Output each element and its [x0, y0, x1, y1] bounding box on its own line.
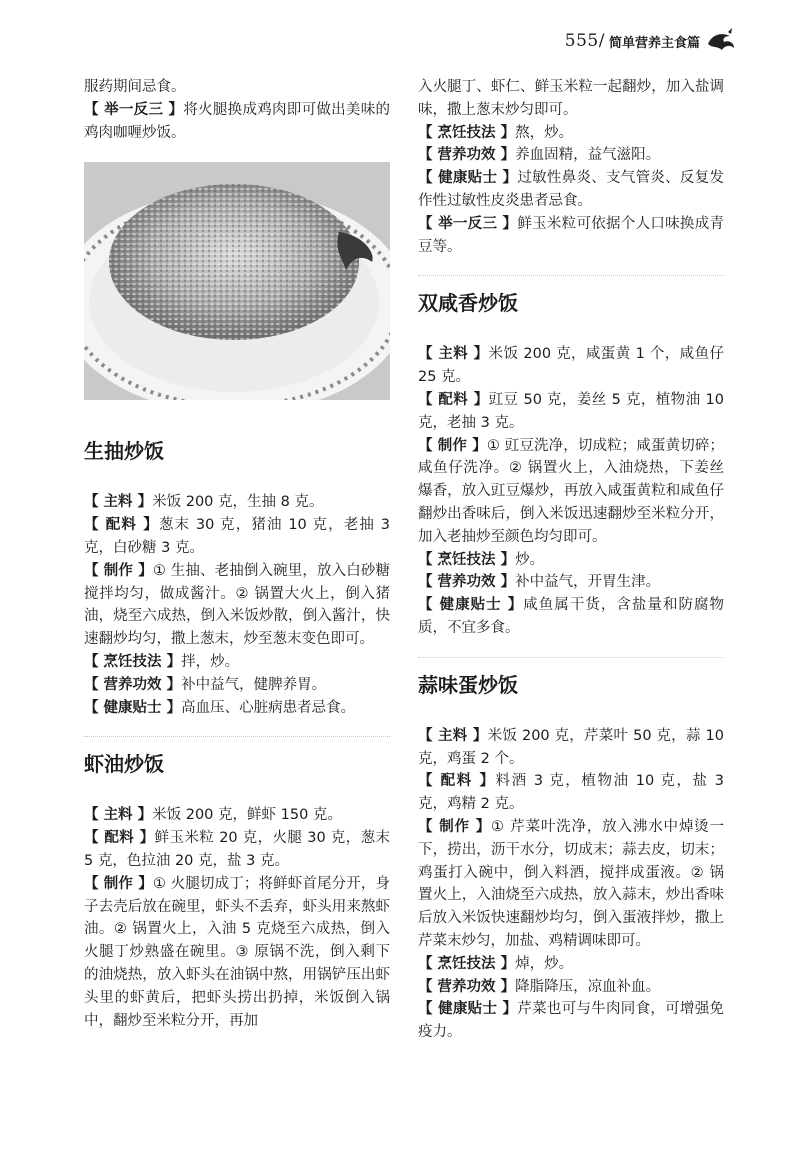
method-continued: 入火腿丁、虾仁、鲜玉米粒一起翻炒，加入盐调味，撒上葱末炒匀即可。 — [418, 79, 724, 118]
technique-text: 熬，炒。 — [515, 124, 574, 141]
nutrition-effect — [418, 144, 724, 167]
tag-extend: 【 举一反三 】 — [418, 215, 518, 232]
tag-effect: 【 营养功效 】 — [84, 676, 182, 693]
tag-tips: 【 健康贴士 】 — [418, 597, 524, 614]
method — [84, 873, 390, 1033]
tag-technique: 【 烹饪技法 】 — [418, 551, 516, 568]
right-column — [418, 76, 724, 1044]
main-text: 米饭 200 克，鲜虾 150 克。 — [152, 807, 342, 824]
ingredient-main — [84, 491, 390, 514]
ingredient-aux — [84, 514, 390, 560]
aux-text: 豇豆 50 克，姜丝 5 克，植物油 10 克，老抽 3 克。 — [418, 391, 725, 431]
effect-text: 降脂降压，凉血补血。 — [515, 978, 661, 995]
method — [84, 560, 390, 651]
tag-effect: 【 营养功效 】 — [418, 978, 516, 995]
tag-extend: 【 举一反三 】 — [84, 101, 184, 118]
tips-text: 过敏性鼻炎、支气管炎、反复发作性过敏性皮炎患者忌食。 — [418, 170, 724, 209]
dragon-icon — [704, 26, 738, 56]
ingredient-main — [418, 343, 724, 389]
technique-text: 焯，炒。 — [515, 955, 574, 972]
intro-extend — [84, 99, 390, 145]
tag-effect: 【 营养功效 】 — [418, 147, 516, 164]
technique-text: 炒。 — [515, 551, 545, 568]
main-text: 米饭 200 克，生抽 8 克。 — [152, 494, 324, 511]
tag-technique: 【 烹饪技法 】 — [418, 955, 516, 972]
recipe-title: 蒜味蛋炒饭 — [418, 657, 724, 705]
method — [418, 816, 724, 953]
main-text: 米饭 200 克，芹菜叶 50 克，蒜 10 克，鸡蛋 2 个。 — [418, 727, 724, 767]
ingredient-aux — [418, 770, 724, 816]
health-tips — [418, 998, 724, 1044]
intro-extend-text: 将火腿换成鸡肉即可做出美味的鸡肉咖喱炒饭。 — [84, 101, 390, 141]
recipe-title: 生抽炒饭 — [84, 439, 164, 464]
method — [418, 435, 724, 549]
recipe-title: 双咸香炒饭 — [418, 275, 724, 323]
tips-text: 芹菜也可与牛肉同食，可增强免疫力。 — [418, 1001, 724, 1041]
tag-technique: 【 烹饪技法 】 — [418, 124, 516, 141]
tag-make: 【 制作 】 — [418, 818, 492, 835]
technique — [84, 651, 390, 674]
main-text: 米饭 200 克，咸蛋黄 1 个，咸鱼仔 25 克。 — [418, 346, 724, 386]
ingredient-main — [418, 725, 724, 771]
tag-main: 【 主料 】 — [418, 727, 488, 744]
ingredient-aux — [84, 827, 390, 873]
extend-tip — [418, 213, 724, 259]
make-text: ① 火腿切成丁；将鲜虾首尾分开，身子去壳后放在碗里，虾头不丢弃，虾头用来熬虾油。② 锅置火上，入油 5 克烧至六成热，倒入火腿丁炒熟盛在碗里。③ 原锅不洗，倒入剩下的油烧热，放入虾头在油锅中熬，用锅铲压出虾头里的虾黄后，把虾头捞出扔掉，米饭倒入锅中，翻炒至米粒分开，再加 — [84, 875, 390, 1029]
aux-text: 料酒 3 克，植物油 10 克，盐 3 克，鸡精 2 克。 — [418, 773, 724, 813]
page-header — [565, 26, 738, 56]
technique-text: 拌，炒。 — [181, 653, 240, 670]
nutrition-effect — [418, 571, 724, 594]
ingredient-main — [84, 804, 390, 827]
aux-text: 葱末 30 克，猪油 10 克，老抽 3 克，白砂糖 3 克。 — [84, 517, 390, 556]
intro-line: 服药期间忌食。 — [84, 79, 186, 95]
make-text: ① 芹菜叶洗净，放入沸水中焯烫一下，捞出，沥干水分，切成末；蒜去皮，切末；鸡蛋打入碗中，倒入料酒，搅拌成蛋液。② 锅置火上，入油烧至六成热，放入蒜末，炒出香味后放入米饭快速翻炒均匀，倒入蛋液拌炒，撒上芹菜末炒匀，加盐、鸡精调味即可。 — [418, 818, 724, 949]
tag-make: 【 制作 】 — [418, 437, 487, 454]
ingredient-aux — [418, 389, 724, 435]
tag-main: 【 主料 】 — [84, 494, 153, 511]
health-tips — [84, 697, 390, 720]
tips-text: 高血压、心脏病患者忌食。 — [181, 699, 356, 716]
tag-main: 【 主料 】 — [418, 346, 489, 363]
tag-technique: 【 烹饪技法 】 — [84, 653, 182, 670]
effect-text: 养血固精，益气滋阳。 — [515, 147, 661, 164]
technique — [418, 549, 724, 572]
tag-aux: 【 配料 】 — [418, 391, 489, 408]
aux-text: 鲜玉米粒 20 克，火腿 30 克，葱末 5 克，色拉油 20 克，盐 3 克。 — [84, 830, 390, 869]
tag-tips: 【 健康贴士 】 — [84, 699, 182, 716]
technique — [418, 953, 724, 976]
tag-tips: 【 健康贴士 】 — [418, 1001, 518, 1018]
recipe-title: 虾油炒饭 — [84, 736, 390, 784]
effect-text: 补中益气，健脾养胃。 — [181, 676, 327, 693]
make-text: ① 豇豆洗净，切成粒；咸蛋黄切碎；咸鱼仔洗净。② 锅置火上，入油烧热，下姜丝爆香，放入豇豆爆炒，再放入咸蛋黄粒和咸鱼仔翻炒出香味后，倒入米饭迅速翻炒至米粒分开，加入老抽炒至颜色均匀即可。 — [418, 437, 724, 545]
tag-aux: 【 配料 】 — [418, 773, 496, 790]
tag-tips: 【 健康贴士 】 — [418, 170, 518, 187]
effect-text: 补中益气，开胃生津。 — [515, 574, 661, 591]
fried-rice-photo — [84, 162, 390, 400]
health-tips — [418, 167, 724, 213]
make-text: ① 生抽、老抽倒入碗里，放入白砂糖搅拌均匀，做成酱汁。② 锅置大火上，倒入猪油，烧至六成热，倒入米饭炒散，倒入酱汁，快速翻炒均匀，撒上葱末，炒至葱末变色即可。 — [84, 562, 390, 648]
nutrition-effect — [84, 674, 390, 697]
health-tips — [418, 594, 724, 640]
left-column — [84, 76, 390, 1032]
tag-make: 【 制作 】 — [84, 562, 153, 579]
page-number: 555/ — [564, 31, 605, 51]
tag-aux: 【 配料 】 — [84, 517, 159, 534]
tips-text: 咸鱼属干货，含盐量和防腐物质，不宜多食。 — [418, 597, 724, 636]
extend-text: 鲜玉米粒可依据个人口味换成青豆等。 — [418, 215, 724, 255]
nutrition-effect — [418, 976, 724, 999]
tag-main: 【 主料 】 — [84, 807, 153, 824]
tag-effect: 【 营养功效 】 — [418, 574, 516, 591]
book-title: 简单营养主食篇 — [608, 35, 700, 51]
tag-make: 【 制作 】 — [84, 875, 153, 892]
technique — [418, 122, 724, 145]
tag-aux: 【 配料 】 — [84, 830, 155, 847]
